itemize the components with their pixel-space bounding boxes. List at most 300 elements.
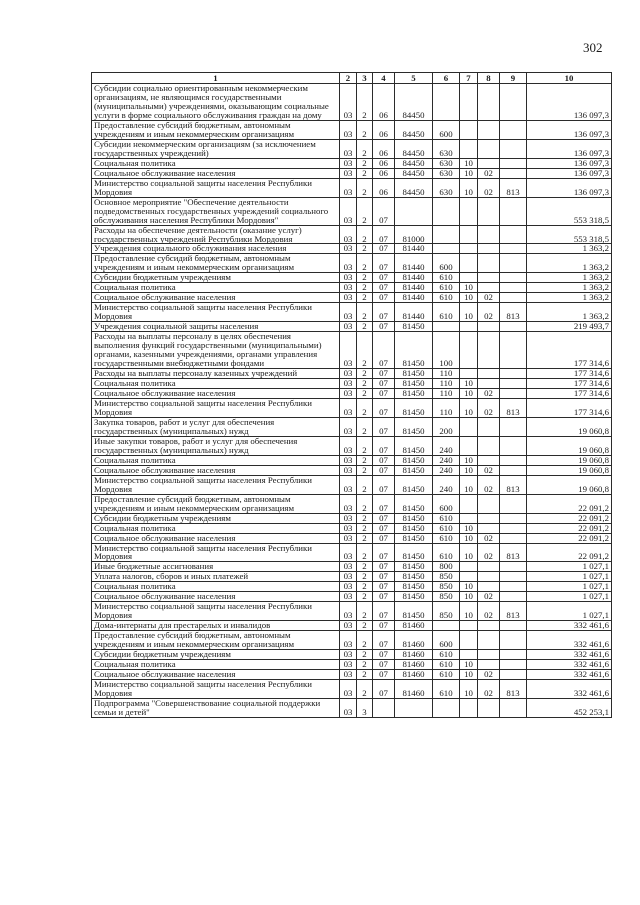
subprogram-code-cell: 2 bbox=[357, 494, 373, 513]
table-row bbox=[92, 379, 612, 389]
item-name-cell: Субсидии бюджетным учреждениям bbox=[92, 273, 340, 283]
measure-code-cell: 06 bbox=[373, 178, 395, 197]
measure-code-cell: 06 bbox=[373, 120, 395, 139]
expense-type-cell: 240 bbox=[433, 465, 460, 475]
item-name-cell: Расходы на выплаты персоналу казенных учреждений bbox=[92, 369, 340, 379]
expense-type-cell bbox=[433, 322, 460, 332]
amount-cell: 1 363,2 bbox=[527, 244, 612, 254]
measure-code-cell: 07 bbox=[373, 650, 395, 660]
item-name-cell: Дома-интернаты для престарелых и инвалидов bbox=[92, 621, 340, 631]
ministry-code-cell bbox=[500, 244, 527, 254]
subprogram-code-cell: 2 bbox=[357, 84, 373, 121]
expense-direction-cell: 81450 bbox=[395, 379, 433, 389]
ministry-code-cell: 813 bbox=[500, 398, 527, 417]
subsection-cell bbox=[478, 120, 500, 139]
measure-code-cell: 07 bbox=[373, 602, 395, 621]
measure-code-cell: 07 bbox=[373, 283, 395, 293]
expense-type-cell: 610 bbox=[433, 680, 460, 699]
section-cell bbox=[460, 244, 478, 254]
expense-direction-cell: 81460 bbox=[395, 670, 433, 680]
item-name-cell: Социальное обслуживание населения bbox=[92, 533, 340, 543]
table-row bbox=[92, 602, 612, 621]
program-code-cell: 03 bbox=[340, 389, 357, 399]
item-name-cell: Социальная политика bbox=[92, 582, 340, 592]
amount-cell: 1 027,1 bbox=[527, 562, 612, 572]
table-row bbox=[92, 139, 612, 158]
expense-direction-cell: 81450 bbox=[395, 562, 433, 572]
subsection-cell bbox=[478, 322, 500, 332]
item-name-cell: Социальное обслуживание населения bbox=[92, 293, 340, 303]
amount-cell: 1 363,2 bbox=[527, 254, 612, 273]
expense-type-cell: 610 bbox=[433, 533, 460, 543]
item-name-cell: Министерство социальной защиты населения Республики Мордовия bbox=[92, 178, 340, 197]
expense-type-cell bbox=[433, 84, 460, 121]
subprogram-code-cell: 2 bbox=[357, 465, 373, 475]
subsection-cell bbox=[478, 572, 500, 582]
measure-code-cell: 06 bbox=[373, 139, 395, 158]
expense-direction-cell: 81460 bbox=[395, 621, 433, 631]
item-name-cell: Социальная политика bbox=[92, 158, 340, 168]
subprogram-code-cell: 2 bbox=[357, 225, 373, 244]
section-cell bbox=[460, 84, 478, 121]
measure-code-cell: 07 bbox=[373, 369, 395, 379]
subprogram-code-cell: 2 bbox=[357, 543, 373, 562]
program-code-cell: 03 bbox=[340, 670, 357, 680]
subprogram-code-cell: 2 bbox=[357, 592, 373, 602]
ministry-code-cell bbox=[500, 197, 527, 225]
amount-cell: 177 314,6 bbox=[527, 398, 612, 417]
table-row bbox=[92, 650, 612, 660]
subprogram-code-cell: 2 bbox=[357, 178, 373, 197]
table-row bbox=[92, 283, 612, 293]
subsection-cell: 02 bbox=[478, 168, 500, 178]
subsection-cell bbox=[478, 455, 500, 465]
column-header: 8 bbox=[478, 73, 500, 84]
program-code-cell: 03 bbox=[340, 197, 357, 225]
table-row bbox=[92, 369, 612, 379]
item-name-cell: Социальное обслуживание населения bbox=[92, 168, 340, 178]
table-row bbox=[92, 293, 612, 303]
section-cell bbox=[460, 332, 478, 369]
section-cell bbox=[460, 273, 478, 283]
subsection-cell bbox=[478, 332, 500, 369]
column-header: 6 bbox=[433, 73, 460, 84]
expense-direction-cell: 84450 bbox=[395, 84, 433, 121]
subsection-cell bbox=[478, 283, 500, 293]
expense-direction-cell: 81450 bbox=[395, 494, 433, 513]
subsection-cell bbox=[478, 631, 500, 650]
subprogram-code-cell: 2 bbox=[357, 168, 373, 178]
amount-cell: 19 060,8 bbox=[527, 475, 612, 494]
section-cell: 10 bbox=[460, 523, 478, 533]
subsection-cell bbox=[478, 513, 500, 523]
subsection-cell bbox=[478, 650, 500, 660]
column-header: 1 bbox=[92, 73, 340, 84]
item-name-cell: Уплата налогов, сборов и иных платежей bbox=[92, 572, 340, 582]
expense-direction-cell: 81460 bbox=[395, 660, 433, 670]
subsection-cell bbox=[478, 660, 500, 670]
expense-direction-cell: 81450 bbox=[395, 572, 433, 582]
expense-type-cell: 850 bbox=[433, 592, 460, 602]
amount-cell: 1 363,2 bbox=[527, 273, 612, 283]
expense-direction-cell: 81440 bbox=[395, 303, 433, 322]
program-code-cell: 03 bbox=[340, 572, 357, 582]
expense-direction-cell: 81440 bbox=[395, 273, 433, 283]
item-name-cell: Учреждения социальной защиты населения bbox=[92, 322, 340, 332]
table-row bbox=[92, 572, 612, 582]
program-code-cell: 03 bbox=[340, 523, 357, 533]
ministry-code-cell bbox=[500, 494, 527, 513]
measure-code-cell: 06 bbox=[373, 168, 395, 178]
program-code-cell: 03 bbox=[340, 592, 357, 602]
item-name-cell: Предоставление субсидий бюджетным, автономным учреждениям и иным некоммерческим организациям bbox=[92, 120, 340, 139]
table-row bbox=[92, 197, 612, 225]
measure-code-cell: 07 bbox=[373, 494, 395, 513]
table-row bbox=[92, 582, 612, 592]
subsection-cell: 02 bbox=[478, 475, 500, 494]
program-code-cell: 03 bbox=[340, 178, 357, 197]
measure-code-cell: 07 bbox=[373, 225, 395, 244]
amount-cell: 19 060,8 bbox=[527, 417, 612, 436]
ministry-code-cell bbox=[500, 562, 527, 572]
measure-code-cell: 07 bbox=[373, 533, 395, 543]
column-header: 7 bbox=[460, 73, 478, 84]
table-row bbox=[92, 389, 612, 399]
expense-direction-cell: 84450 bbox=[395, 139, 433, 158]
expense-type-cell bbox=[433, 244, 460, 254]
amount-cell: 1 363,2 bbox=[527, 293, 612, 303]
subsection-cell bbox=[478, 417, 500, 436]
subsection-cell: 02 bbox=[478, 680, 500, 699]
expense-direction-cell: 84450 bbox=[395, 120, 433, 139]
subsection-cell: 02 bbox=[478, 293, 500, 303]
subprogram-code-cell: 2 bbox=[357, 680, 373, 699]
measure-code-cell: 07 bbox=[373, 244, 395, 254]
ministry-code-cell bbox=[500, 621, 527, 631]
expense-type-cell: 850 bbox=[433, 582, 460, 592]
program-code-cell: 03 bbox=[340, 158, 357, 168]
program-code-cell: 03 bbox=[340, 417, 357, 436]
program-code-cell: 03 bbox=[340, 120, 357, 139]
program-code-cell: 03 bbox=[340, 436, 357, 455]
subsection-cell bbox=[478, 273, 500, 283]
expense-direction-cell: 81450 bbox=[395, 513, 433, 523]
subsection-cell bbox=[478, 621, 500, 631]
expense-direction-cell: 81450 bbox=[395, 602, 433, 621]
subsection-cell bbox=[478, 379, 500, 389]
table-row bbox=[92, 244, 612, 254]
subprogram-code-cell: 2 bbox=[357, 562, 373, 572]
ministry-code-cell bbox=[500, 120, 527, 139]
subprogram-code-cell: 2 bbox=[357, 389, 373, 399]
section-cell bbox=[460, 572, 478, 582]
section-cell bbox=[460, 139, 478, 158]
section-cell: 10 bbox=[460, 158, 478, 168]
measure-code-cell: 07 bbox=[373, 543, 395, 562]
subsection-cell: 02 bbox=[478, 670, 500, 680]
measure-code-cell: 07 bbox=[373, 562, 395, 572]
subprogram-code-cell: 2 bbox=[357, 621, 373, 631]
program-code-cell: 03 bbox=[340, 273, 357, 283]
subsection-cell bbox=[478, 582, 500, 592]
ministry-code-cell bbox=[500, 168, 527, 178]
section-cell bbox=[460, 562, 478, 572]
column-header: 5 bbox=[395, 73, 433, 84]
subprogram-code-cell: 2 bbox=[357, 513, 373, 523]
amount-cell: 136 097,3 bbox=[527, 120, 612, 139]
expense-type-cell: 110 bbox=[433, 369, 460, 379]
ministry-code-cell bbox=[500, 322, 527, 332]
expense-type-cell: 850 bbox=[433, 572, 460, 582]
expense-direction-cell: 81000 bbox=[395, 225, 433, 244]
item-name-cell: Социальное обслуживание населения bbox=[92, 465, 340, 475]
item-name-cell: Министерство социальной защиты населения Республики Мордовия bbox=[92, 543, 340, 562]
table-row bbox=[92, 225, 612, 244]
measure-code-cell: 07 bbox=[373, 303, 395, 322]
subprogram-code-cell: 2 bbox=[357, 332, 373, 369]
subprogram-code-cell: 2 bbox=[357, 139, 373, 158]
expense-type-cell bbox=[433, 225, 460, 244]
expense-direction-cell: 81440 bbox=[395, 244, 433, 254]
expense-type-cell: 600 bbox=[433, 631, 460, 650]
item-name-cell: Социальная политика bbox=[92, 455, 340, 465]
expense-type-cell: 630 bbox=[433, 178, 460, 197]
subprogram-code-cell: 2 bbox=[357, 475, 373, 494]
measure-code-cell: 07 bbox=[373, 523, 395, 533]
expense-type-cell: 100 bbox=[433, 332, 460, 369]
measure-code-cell: 07 bbox=[373, 660, 395, 670]
program-code-cell: 03 bbox=[340, 602, 357, 621]
amount-cell: 136 097,3 bbox=[527, 158, 612, 168]
amount-cell: 332 461,6 bbox=[527, 621, 612, 631]
measure-code-cell: 07 bbox=[373, 592, 395, 602]
amount-cell: 177 314,6 bbox=[527, 379, 612, 389]
measure-code-cell: 07 bbox=[373, 475, 395, 494]
table-row bbox=[92, 273, 612, 283]
subsection-cell bbox=[478, 523, 500, 533]
subsection-cell: 02 bbox=[478, 465, 500, 475]
measure-code-cell: 07 bbox=[373, 455, 395, 465]
amount-cell: 177 314,6 bbox=[527, 332, 612, 369]
column-header: 2 bbox=[340, 73, 357, 84]
table-row bbox=[92, 543, 612, 562]
program-code-cell: 03 bbox=[340, 650, 357, 660]
expense-type-cell: 240 bbox=[433, 455, 460, 465]
column-header: 9 bbox=[500, 73, 527, 84]
ministry-code-cell bbox=[500, 158, 527, 168]
expense-type-cell bbox=[433, 621, 460, 631]
amount-cell: 22 091,2 bbox=[527, 543, 612, 562]
expense-type-cell: 600 bbox=[433, 254, 460, 273]
item-name-cell: Министерство социальной защиты населения Республики Мордовия bbox=[92, 475, 340, 494]
subsection-cell: 02 bbox=[478, 543, 500, 562]
item-name-cell: Субсидии социально ориентированным некоммерческим организациям, не являющимся государственными (муниципальными) учреждениями, оказывающим социальные услуги в форме социального обслуживания граждан на дому bbox=[92, 84, 340, 121]
measure-code-cell: 07 bbox=[373, 631, 395, 650]
program-code-cell: 03 bbox=[340, 139, 357, 158]
subsection-cell: 02 bbox=[478, 178, 500, 197]
program-code-cell: 03 bbox=[340, 543, 357, 562]
section-cell: 10 bbox=[460, 592, 478, 602]
measure-code-cell: 07 bbox=[373, 572, 395, 582]
section-cell: 10 bbox=[460, 680, 478, 699]
subsection-cell bbox=[478, 158, 500, 168]
table-row bbox=[92, 417, 612, 436]
expense-type-cell: 630 bbox=[433, 168, 460, 178]
measure-code-cell: 07 bbox=[373, 582, 395, 592]
ministry-code-cell bbox=[500, 533, 527, 543]
expense-type-cell: 610 bbox=[433, 523, 460, 533]
subprogram-code-cell: 2 bbox=[357, 244, 373, 254]
expense-direction-cell: 81460 bbox=[395, 650, 433, 660]
amount-cell: 1 027,1 bbox=[527, 602, 612, 621]
measure-code-cell: 06 bbox=[373, 158, 395, 168]
item-name-cell: Иные закупки товаров, работ и услуг для обеспечения государственных (муниципальных) нужд bbox=[92, 436, 340, 455]
expense-direction-cell: 84450 bbox=[395, 178, 433, 197]
section-cell: 10 bbox=[460, 283, 478, 293]
ministry-code-cell bbox=[500, 465, 527, 475]
program-code-cell: 03 bbox=[340, 533, 357, 543]
expense-type-cell: 600 bbox=[433, 120, 460, 139]
expense-type-cell: 110 bbox=[433, 389, 460, 399]
item-name-cell: Субсидии некоммерческим организациям (за исключением государственных учреждений) bbox=[92, 139, 340, 158]
program-code-cell: 03 bbox=[340, 465, 357, 475]
section-cell: 10 bbox=[460, 303, 478, 322]
program-code-cell: 03 bbox=[340, 494, 357, 513]
ministry-code-cell: 813 bbox=[500, 178, 527, 197]
subsection-cell bbox=[478, 562, 500, 572]
expense-direction-cell bbox=[395, 699, 433, 718]
program-code-cell: 03 bbox=[340, 475, 357, 494]
table-row bbox=[92, 699, 612, 718]
ministry-code-cell bbox=[500, 699, 527, 718]
program-code-cell: 03 bbox=[340, 303, 357, 322]
ministry-code-cell bbox=[500, 84, 527, 121]
subprogram-code-cell: 2 bbox=[357, 631, 373, 650]
amount-cell: 19 060,8 bbox=[527, 436, 612, 455]
expense-direction-cell: 81450 bbox=[395, 436, 433, 455]
ministry-code-cell bbox=[500, 417, 527, 436]
column-header: 4 bbox=[373, 73, 395, 84]
subsection-cell bbox=[478, 436, 500, 455]
ministry-code-cell bbox=[500, 293, 527, 303]
expense-type-cell: 630 bbox=[433, 158, 460, 168]
item-name-cell: Социальная политика bbox=[92, 523, 340, 533]
subsection-cell bbox=[478, 254, 500, 273]
expense-type-cell: 630 bbox=[433, 139, 460, 158]
program-code-cell: 03 bbox=[340, 379, 357, 389]
table-row bbox=[92, 621, 612, 631]
measure-code-cell: 07 bbox=[373, 465, 395, 475]
program-code-cell: 03 bbox=[340, 254, 357, 273]
expense-direction-cell: 81450 bbox=[395, 455, 433, 465]
item-name-cell: Социальная политика bbox=[92, 283, 340, 293]
amount-cell: 177 314,6 bbox=[527, 389, 612, 399]
subprogram-code-cell: 2 bbox=[357, 650, 373, 660]
subsection-cell: 02 bbox=[478, 533, 500, 543]
item-name-cell: Закупка товаров, работ и услуг для обеспечения государственных (муниципальных) нужд bbox=[92, 417, 340, 436]
table-row bbox=[92, 84, 612, 121]
item-name-cell: Подпрограмма "Совершенствование социальной поддержки семьи и детей" bbox=[92, 699, 340, 718]
table-row bbox=[92, 465, 612, 475]
amount-cell: 22 091,2 bbox=[527, 533, 612, 543]
ministry-code-cell bbox=[500, 139, 527, 158]
measure-code-cell: 07 bbox=[373, 379, 395, 389]
expense-direction-cell: 81450 bbox=[395, 533, 433, 543]
section-cell: 10 bbox=[460, 389, 478, 399]
table-row bbox=[92, 680, 612, 699]
item-name-cell: Социальное обслуживание населения bbox=[92, 670, 340, 680]
expense-type-cell: 610 bbox=[433, 660, 460, 670]
measure-code-cell: 07 bbox=[373, 513, 395, 523]
table-row bbox=[92, 513, 612, 523]
ministry-code-cell bbox=[500, 513, 527, 523]
section-cell: 10 bbox=[460, 660, 478, 670]
item-name-cell: Предоставление субсидий бюджетным, автономным учреждениям и иным некоммерческим организациям bbox=[92, 494, 340, 513]
table-row bbox=[92, 660, 612, 670]
program-code-cell: 03 bbox=[340, 322, 357, 332]
program-code-cell: 03 bbox=[340, 699, 357, 718]
subprogram-code-cell: 2 bbox=[357, 660, 373, 670]
table-row bbox=[92, 254, 612, 273]
table-row bbox=[92, 475, 612, 494]
expense-type-cell: 610 bbox=[433, 543, 460, 562]
section-cell bbox=[460, 494, 478, 513]
section-cell bbox=[460, 631, 478, 650]
table-row bbox=[92, 322, 612, 332]
table-body bbox=[92, 84, 612, 718]
table-row bbox=[92, 533, 612, 543]
table-row bbox=[92, 494, 612, 513]
ministry-code-cell: 813 bbox=[500, 602, 527, 621]
amount-cell: 136 097,3 bbox=[527, 139, 612, 158]
amount-cell: 1 027,1 bbox=[527, 572, 612, 582]
subsection-cell: 02 bbox=[478, 398, 500, 417]
amount-cell: 332 461,6 bbox=[527, 660, 612, 670]
amount-cell: 136 097,3 bbox=[527, 178, 612, 197]
expense-direction-cell: 81450 bbox=[395, 417, 433, 436]
measure-code-cell: 07 bbox=[373, 254, 395, 273]
measure-code-cell: 07 bbox=[373, 273, 395, 283]
item-name-cell: Учреждения социального обслуживания населения bbox=[92, 244, 340, 254]
ministry-code-cell bbox=[500, 572, 527, 582]
subsection-cell bbox=[478, 84, 500, 121]
measure-code-cell: 07 bbox=[373, 398, 395, 417]
subsection-cell: 02 bbox=[478, 389, 500, 399]
subprogram-code-cell: 2 bbox=[357, 369, 373, 379]
ministry-code-cell bbox=[500, 369, 527, 379]
amount-cell: 22 091,2 bbox=[527, 523, 612, 533]
ministry-code-cell bbox=[500, 592, 527, 602]
section-cell bbox=[460, 650, 478, 660]
subsection-cell bbox=[478, 225, 500, 244]
amount-cell: 1 363,2 bbox=[527, 283, 612, 293]
amount-cell: 332 461,6 bbox=[527, 670, 612, 680]
item-name-cell: Субсидии бюджетным учреждениям bbox=[92, 513, 340, 523]
table-row bbox=[92, 168, 612, 178]
subprogram-code-cell: 2 bbox=[357, 417, 373, 436]
program-code-cell: 03 bbox=[340, 244, 357, 254]
table-row bbox=[92, 436, 612, 455]
expense-type-cell: 240 bbox=[433, 475, 460, 494]
item-name-cell: Иные бюджетные ассигнования bbox=[92, 562, 340, 572]
subprogram-code-cell: 2 bbox=[357, 455, 373, 465]
section-cell: 10 bbox=[460, 293, 478, 303]
section-cell bbox=[460, 254, 478, 273]
table-row bbox=[92, 455, 612, 465]
expense-direction-cell: 81450 bbox=[395, 543, 433, 562]
expense-direction-cell: 81450 bbox=[395, 523, 433, 533]
expense-direction-cell: 81460 bbox=[395, 680, 433, 699]
